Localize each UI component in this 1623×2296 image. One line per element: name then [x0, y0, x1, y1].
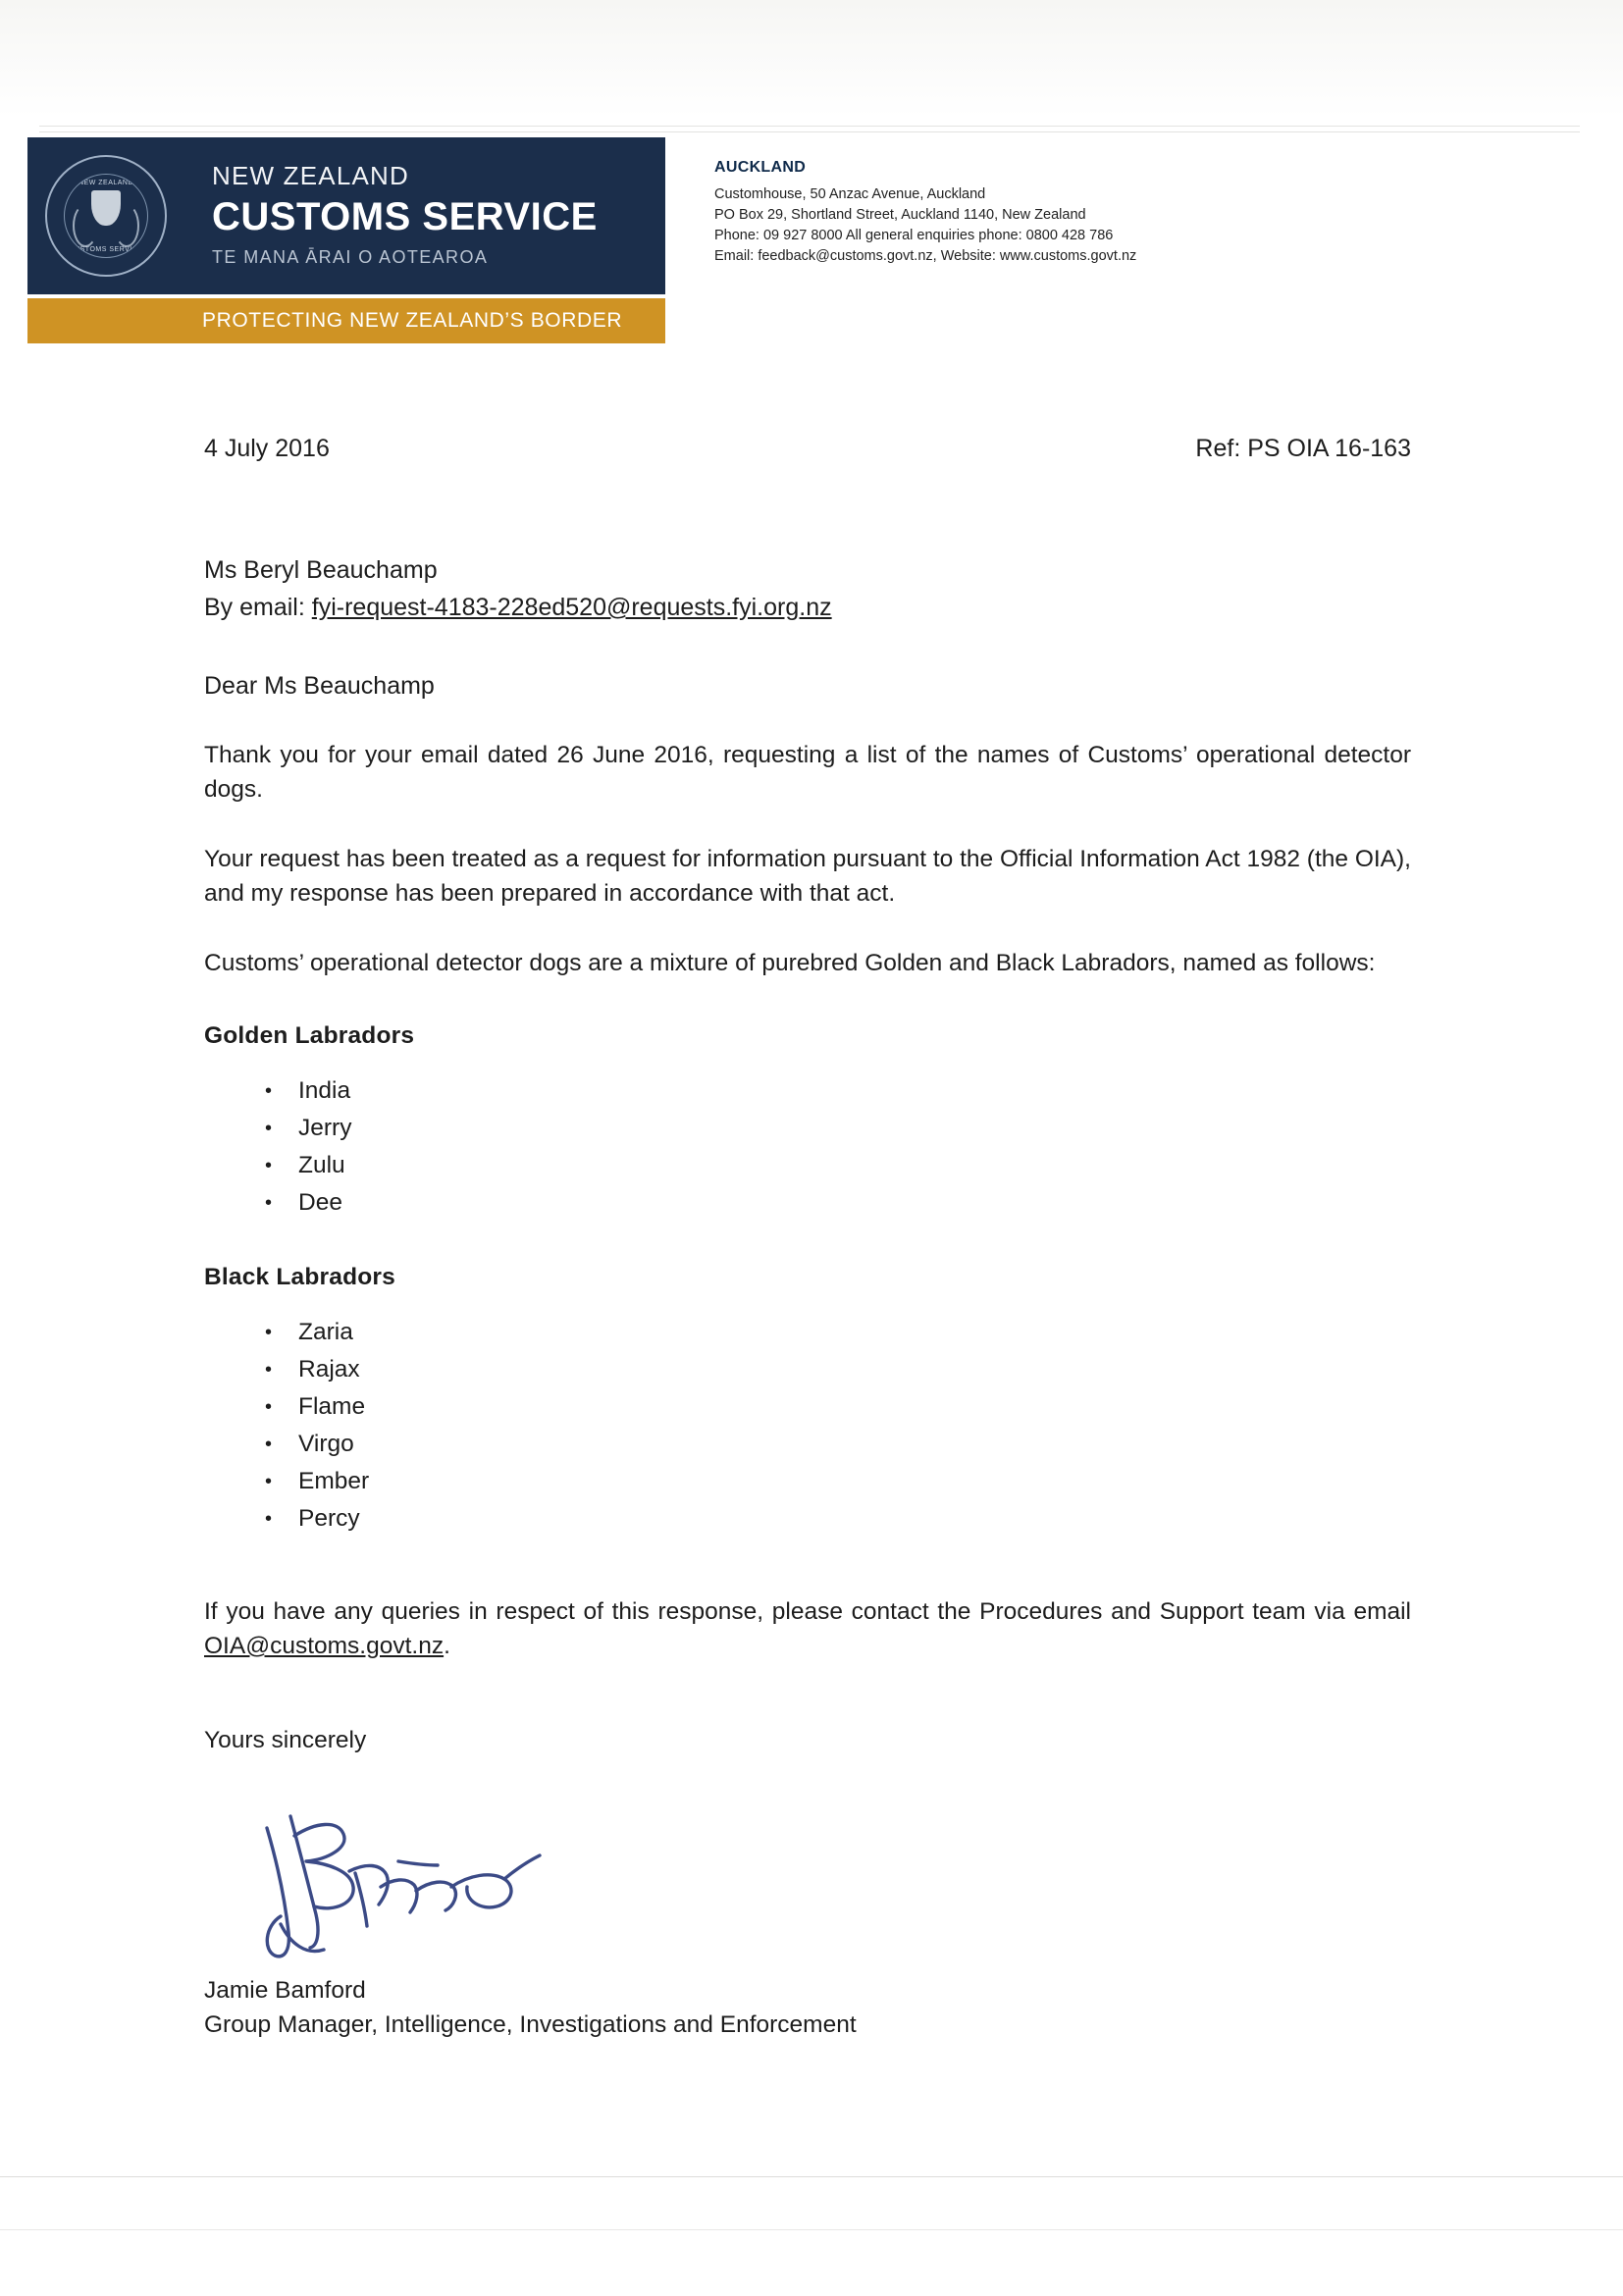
- list-black-labradors: [204, 1314, 1411, 1538]
- org-line-new-zealand: NEW ZEALAND: [212, 161, 410, 190]
- list-golden-labradors: [204, 1072, 1411, 1222]
- list-item: • India: [298, 1072, 1411, 1110]
- heading-black-labradors: Black Labradors: [204, 1264, 395, 1290]
- crest-oval: [45, 155, 167, 277]
- date-reference-row: [204, 432, 1411, 465]
- recipient-email-row: [204, 589, 1411, 626]
- heading-golden-labradors: Golden Labradors: [204, 1022, 415, 1049]
- scan-artifact-line: [0, 2176, 1623, 2177]
- scan-artifact-line: [0, 2229, 1623, 2230]
- signer-name: Jamie Bamford: [204, 1977, 366, 2004]
- crest-wreath-left-icon: [73, 204, 98, 247]
- scan-top-gradient: [0, 0, 1623, 118]
- tagline-band: PROTECTING NEW ZEALAND’S BORDER: [27, 298, 665, 343]
- crest-text-top: NEW ZEALAND: [78, 180, 134, 186]
- contact-phone: Phone: 09 927 8000 All general enquiries phone: 0800 428 786: [714, 228, 1114, 243]
- crest-wreath-right-icon: [114, 204, 139, 247]
- list-item: • Dee: [298, 1184, 1411, 1222]
- recipient-email-link[interactable]: fyi-request-4183-228ed520@requests.fyi.org.nz: [311, 594, 832, 621]
- org-line-customs-service: CUSTOMS SERVICE: [212, 195, 598, 238]
- list-item: • Ember: [298, 1463, 1411, 1500]
- signer-block: [204, 1973, 1411, 2042]
- recipient-name: Ms Beryl Beauchamp: [204, 556, 438, 584]
- list-item: • Rajax: [298, 1351, 1411, 1388]
- letterhead: [27, 137, 1576, 332]
- closing-salutation: Yours sincerely: [204, 1727, 367, 1753]
- office-contact-block: [714, 159, 1401, 267]
- list-item: • Zaria: [298, 1314, 1411, 1351]
- list-item: • Virgo: [298, 1426, 1411, 1463]
- letter-body: [204, 432, 1411, 2042]
- list-item: • Jerry: [298, 1110, 1411, 1147]
- salutation: Dear Ms Beauchamp: [204, 672, 435, 700]
- list-item: • Zulu: [298, 1147, 1411, 1184]
- paragraph-queries: [204, 1594, 1411, 1663]
- scan-artifact-line: [39, 126, 1580, 127]
- contact-postal: PO Box 29, Shortland Street, Auckland 1140, New Zealand: [714, 207, 1086, 223]
- letter-date: 4 July 2016: [204, 435, 330, 462]
- list-item: • Percy: [298, 1500, 1411, 1538]
- signature-area: [204, 1767, 1411, 1973]
- organisation-name-block: [184, 137, 665, 294]
- office-city: AUCKLAND: [714, 159, 807, 176]
- org-line-maori: TE MANA ĀRAI O AOTEAROA: [212, 247, 489, 267]
- crest-text-bottom: CUSTOMS SERVICE: [69, 246, 143, 253]
- letter-reference: Ref: PS OIA 16-163: [1195, 435, 1411, 462]
- scan-artifact-line: [39, 131, 1580, 132]
- handwritten-signature: [234, 1777, 646, 1973]
- paragraph-thank-you: Thank you for your email dated 26 June 2016, requesting a list of the names of Customs’ operational detector dogs.: [204, 742, 1411, 803]
- signer-title: Group Manager, Intelligence, Investigations and Enforcement: [204, 2011, 857, 2038]
- recipient-email-label: By email:: [204, 594, 312, 621]
- paragraph-oia-treatment: Your request has been treated as a request for information pursuant to the Official Information Act 1982 (the OIA), and my response has been prepared in accordance with that act.: [204, 846, 1411, 907]
- oia-email-link[interactable]: OIA@customs.govt.nz: [204, 1633, 445, 1659]
- contact-address: Customhouse, 50 Anzac Avenue, Auckland: [714, 186, 986, 202]
- paragraph-dog-breeds: Customs’ operational detector dogs are a mixture of purebred Golden and Black Labradors, named as follows:: [204, 950, 1376, 976]
- list-item: • Flame: [298, 1388, 1411, 1426]
- crest-inner: [64, 174, 148, 258]
- crest-logo: [27, 137, 184, 294]
- queries-text-after-link: .: [444, 1633, 450, 1659]
- addressee-block: [204, 551, 1411, 626]
- queries-text-before-link: If you have any queries in respect of this response, please contact the Procedures and Support team via email: [204, 1598, 1411, 1625]
- contact-email-website: Email: feedback@customs.govt.nz, Website: www.customs.govt.nz: [714, 248, 1137, 264]
